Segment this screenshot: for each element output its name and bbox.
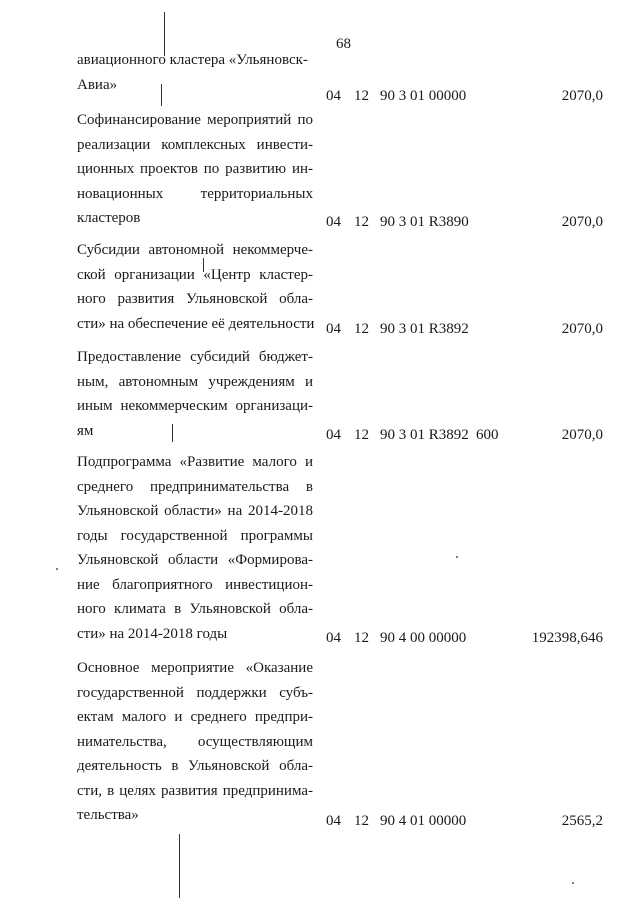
description-line: Основное мероприятие «Оказание xyxy=(77,660,313,676)
description-line: ектам малого и среднего предпри- xyxy=(77,709,313,725)
subsection-code: 12 xyxy=(354,630,369,646)
target-article-code: 90 4 00 00000 xyxy=(380,630,467,646)
description-line: Ульяновской области» на 2014-2018 xyxy=(77,503,313,519)
description-line: Ульяновской области «Формирова- xyxy=(77,552,313,568)
scan-speck xyxy=(456,556,458,558)
target-article-code: 90 3 01 R3890 xyxy=(380,214,469,230)
scan-mark xyxy=(179,834,180,898)
amount: 2565,2 xyxy=(561,813,603,829)
row-description xyxy=(77,238,313,336)
description-line: иным некоммерческим организаци- xyxy=(77,398,313,414)
scan-speck xyxy=(56,568,58,570)
description-line: среднего предпринимательства в xyxy=(77,478,313,495)
section-code: 04 xyxy=(326,813,341,829)
description-line: реализации комплексных инвести- xyxy=(77,136,313,153)
description-line: ской организации «Центр кластер- xyxy=(77,266,313,283)
row-description xyxy=(77,48,313,97)
description-line: ным, автономным учреждениям и xyxy=(77,373,313,390)
target-article-code: 90 3 01 R3892 xyxy=(380,321,469,337)
description-line: деятельность в Ульяновской обла- xyxy=(77,758,313,774)
description-line: кластеров xyxy=(77,210,141,226)
section-code: 04 xyxy=(326,630,341,646)
scan-speck xyxy=(572,882,574,884)
description-line: государственной поддержки субъ- xyxy=(77,684,313,701)
amount: 2070,0 xyxy=(561,321,603,337)
description-line: авиационного кластера «Ульяновск- xyxy=(77,52,308,68)
target-article-code: 90 3 01 00000 xyxy=(380,88,467,104)
amount: 2070,0 xyxy=(561,88,603,104)
description-line: нимательства, осуществляющим xyxy=(77,733,313,750)
description-line: годы государственной программы xyxy=(77,527,313,544)
subsection-code: 12 xyxy=(354,214,369,230)
row-description xyxy=(77,656,313,828)
row-description xyxy=(77,345,313,443)
expense-type-code: 600 xyxy=(476,427,499,443)
description-line: сти, в целях развития предпринима- xyxy=(77,782,313,799)
description-line: Софинансирование мероприятий по xyxy=(77,112,313,128)
description-line: Подпрограмма «Развитие малого и xyxy=(77,454,313,470)
subsection-code: 12 xyxy=(354,427,369,443)
description-line: тельства» xyxy=(77,807,139,823)
amount: 192398,646 xyxy=(531,630,603,646)
description-line: сти» на обеспечение её деятельности xyxy=(77,315,315,332)
page-number: 68 xyxy=(336,36,351,52)
section-code: 04 xyxy=(326,214,341,230)
description-line: новационных территориальных xyxy=(77,185,313,202)
amount: 2070,0 xyxy=(561,214,603,230)
subsection-code: 12 xyxy=(354,813,369,829)
description-line: ям xyxy=(77,422,94,439)
section-code: 04 xyxy=(326,427,341,443)
subsection-code: 12 xyxy=(354,321,369,337)
subsection-code: 12 xyxy=(354,88,369,104)
description-line: сти» на 2014-2018 годы xyxy=(77,625,228,642)
description-line: ного климата в Ульяновской обла- xyxy=(77,601,313,617)
description-line: ного развития Ульяновской обла- xyxy=(77,291,313,307)
target-article-code: 90 4 01 00000 xyxy=(380,813,467,829)
description-line: ционных проектов по развитию ин- xyxy=(77,161,313,177)
amount: 2070,0 xyxy=(561,427,603,443)
row-description xyxy=(77,108,313,231)
description-line: Предоставление субсидий бюджет- xyxy=(77,349,313,365)
section-code: 04 xyxy=(326,321,341,337)
description-line: Авиа» xyxy=(77,76,118,93)
row-description xyxy=(77,450,313,646)
description-line: ние благоприятного инвестицион- xyxy=(77,576,313,593)
target-article-code: 90 3 01 R3892 xyxy=(380,427,469,443)
description-line: Субсидии автономной некоммерче- xyxy=(77,242,313,258)
section-code: 04 xyxy=(326,88,341,104)
